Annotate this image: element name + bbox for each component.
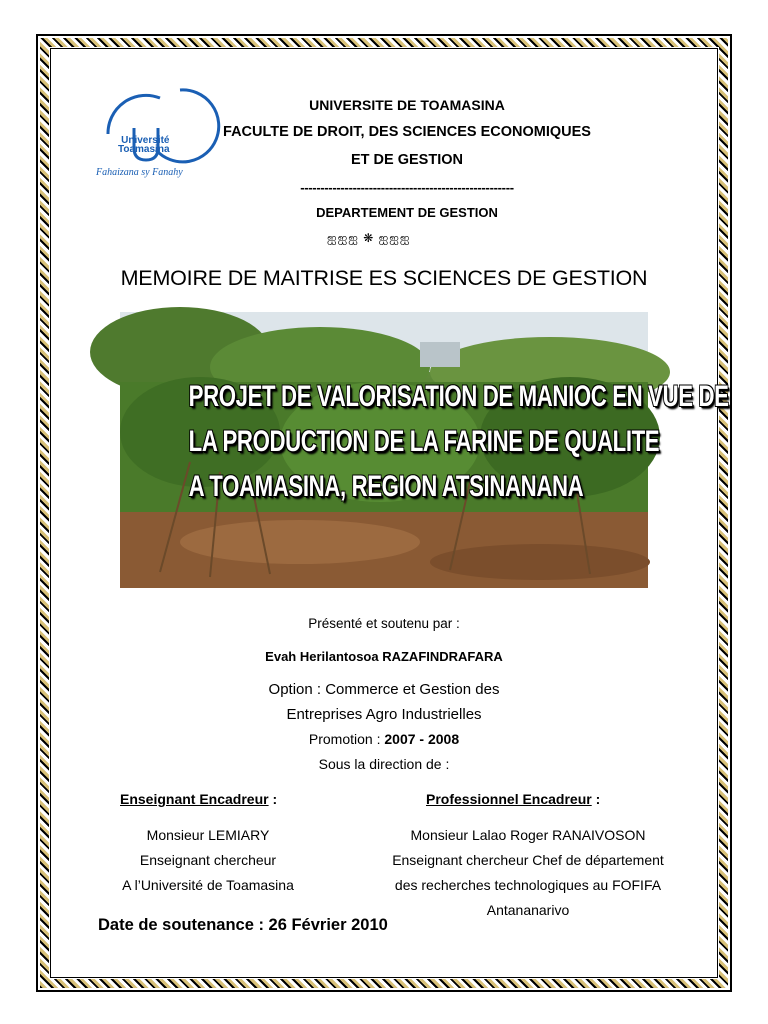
project-title-line-2: LA PRODUCTION DE LA FARINE DE QUALITE bbox=[188, 425, 660, 458]
project-title-line-1: PROJET DE VALORISATION DE MANIOC EN VUE DE bbox=[188, 380, 729, 413]
academic-heading-colon: : bbox=[268, 791, 278, 807]
memoire-title: MEMOIRE DE MAITRISE ES SCIENCES DE GESTION bbox=[120, 266, 648, 290]
ornament-divider: ஐஐஐ ❋ ஐஐஐ bbox=[327, 231, 411, 245]
professional-line: Antananarivo bbox=[486, 902, 570, 918]
cover-photo bbox=[120, 312, 729, 588]
professional-supervisor-details bbox=[360, 823, 696, 923]
academic-line: A l’Université de Toamasina bbox=[122, 877, 294, 893]
professional-heading-colon: : bbox=[591, 791, 601, 807]
university-name: UNIVERSITE DE TOAMASINA bbox=[309, 97, 505, 113]
academic-supervisor-heading bbox=[120, 791, 277, 807]
project-title-line-3: A TOAMASINA, REGION ATSINANANA bbox=[188, 470, 584, 503]
professional-supervisor-heading bbox=[426, 791, 600, 807]
faculty-line-2: ET DE GESTION bbox=[351, 152, 463, 168]
logo-line-2: Toamasina bbox=[118, 144, 170, 155]
option-line-2: Entreprises Agro Industrielles bbox=[286, 706, 482, 723]
promotion bbox=[60, 731, 708, 747]
department-name: DEPARTEMENT DE GESTION bbox=[316, 205, 498, 220]
promotion-value: 2007 - 2008 bbox=[384, 731, 460, 747]
defense-date: Date de soutenance : 26 Février 2010 bbox=[98, 916, 388, 934]
option-line-1: Option : Commerce et Gestion des bbox=[268, 681, 500, 698]
faculty-line-1: FACULTE DE DROIT, DES SCIENCES ECONOMIQUES bbox=[223, 124, 591, 140]
project-title bbox=[188, 374, 729, 509]
header-divider: ----------------------------------------------------- bbox=[300, 180, 514, 195]
logo-motto: Fahaizana sy Fanahy bbox=[96, 167, 183, 178]
professional-line: Enseignant chercheur Chef de département bbox=[392, 852, 664, 868]
direction-label: Sous la direction de : bbox=[318, 756, 450, 772]
author-name: Evah Herilantosoa RAZAFINDRAFARA bbox=[265, 649, 503, 664]
academic-line: Enseignant chercheur bbox=[139, 852, 277, 868]
presented-by: Présenté et soutenu par : bbox=[308, 616, 460, 631]
professional-line: des recherches technologiques au FOFIFA bbox=[394, 877, 662, 893]
academic-supervisor-details bbox=[96, 823, 320, 898]
professional-line: Monsieur Lalao Roger RANAIVOSON bbox=[410, 827, 646, 843]
logo-line-1: Université bbox=[121, 135, 170, 146]
promotion-label: Promotion : bbox=[308, 731, 385, 747]
professional-heading-text: Professionnel Encadreur bbox=[426, 791, 592, 807]
academic-heading-text: Enseignant Encadreur bbox=[120, 791, 269, 807]
academic-line: Monsieur LEMIARY bbox=[146, 827, 270, 843]
